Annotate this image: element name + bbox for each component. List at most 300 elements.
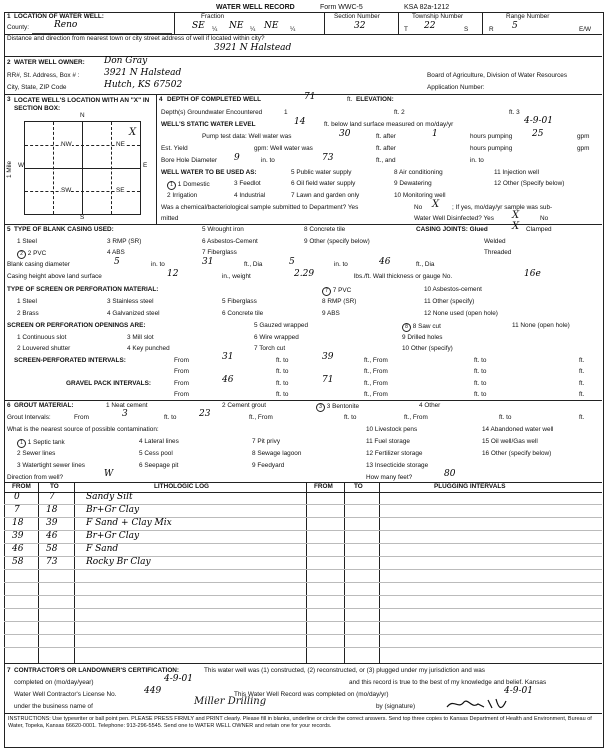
opening-option-4[interactable]: 4 Key punched (127, 345, 170, 352)
contamination-label: What is the nearest source of possible contamination: (7, 426, 159, 433)
ft-end-label: ft. (579, 414, 585, 421)
weight-label: in., weight (222, 273, 251, 280)
ft-to-label: ft. to (276, 368, 289, 375)
si-to-value: 39 (322, 352, 334, 362)
opening-option-11[interactable]: 11 None (open hole) (512, 322, 570, 329)
fraction-1: SE (192, 21, 205, 31)
opening-option-5[interactable]: 5 Gauzed wrapped (254, 322, 309, 329)
screen-option-label: 7 PVC (332, 287, 352, 294)
ft-to-label: ft. to (474, 357, 487, 364)
divider (4, 713, 602, 714)
ft-to-label: ft. to (276, 391, 289, 398)
cert-label: CONTRACTOR'S OR LANDOWNER'S CERTIFICATION: (14, 667, 180, 674)
row-desc: Br+Gr Clay (86, 531, 140, 541)
yield-gpm-label: gpm: Well water was (254, 145, 313, 152)
howmany-label: How many feet? (366, 474, 413, 481)
diameter-2-to: 46 (379, 257, 391, 267)
row-from: 7 (14, 505, 20, 515)
ft-to-label: ft. to (474, 368, 487, 375)
ft-from-label: ft., From (249, 414, 273, 421)
grid-line (25, 168, 140, 169)
divider (398, 12, 399, 34)
diameter-label: Blank casing diameter (7, 261, 70, 268)
grid-line (38, 482, 39, 663)
row-from: 0 (14, 492, 20, 502)
owner-heading: WATER WELL OWNER: (14, 59, 85, 66)
divider (4, 94, 602, 95)
joints-label: CASING JOINTS: Glued (416, 226, 488, 233)
cert-line1: This water well was (1) constructed, (2) reconstructed, or (3) plugged under my jurisdiction and was (204, 667, 485, 674)
row-from: 39 (12, 531, 24, 541)
direction-label: Direction from well? (7, 474, 64, 481)
ft-end-label: ft. (579, 391, 585, 398)
use-option-9[interactable]: 9 Dewatering (394, 180, 432, 187)
lbs-label: lbs./ft. Wall thickness or gauge No. (354, 273, 453, 280)
use-option-1[interactable] (167, 181, 210, 190)
divider (174, 12, 175, 34)
gpm-value: 25 (532, 129, 544, 139)
se-label: SE (116, 187, 125, 194)
grid-line (4, 504, 602, 505)
ft-to-label: ft. to (499, 414, 512, 421)
range-label: Range Number (506, 13, 550, 20)
in-to-label: in. to (470, 157, 484, 164)
range-prefix: R (489, 26, 494, 33)
section-number-value: 32 (354, 21, 366, 31)
use-option-10[interactable]: 10 Monitoring well (394, 192, 446, 199)
grout-option-3[interactable] (316, 403, 359, 412)
row-desc: Sandy Silt (86, 492, 133, 502)
township-label: Township Number (412, 13, 464, 20)
casing-option-label: 2 PVC (27, 250, 47, 257)
contamination-option-5[interactable]: 5 Cess pool (139, 450, 173, 457)
grout-label: GROUT MATERIAL: (14, 402, 74, 409)
divider (4, 663, 602, 664)
mile-label: 1 Mile (6, 160, 13, 178)
grid-line (74, 482, 75, 663)
ft-label: ft. (347, 96, 353, 103)
height-label: Casing height above land surface (7, 273, 102, 280)
section-4-number: 4 (159, 96, 163, 103)
row-to: 39 (46, 518, 58, 528)
from-label: From (174, 380, 189, 387)
township-prefix: T (404, 26, 408, 33)
row-desc: Br+Gr Clay (86, 505, 140, 515)
selected-circle-icon: 8 (402, 323, 411, 332)
row-to: 46 (46, 531, 58, 541)
chem-no-mark: X (432, 199, 440, 210)
record-completed-label: This Water Well Record was completed on (mo/day/yr) (234, 691, 389, 698)
contamination-option-16[interactable]: 16 Other (specify below) (482, 450, 552, 457)
grid-line (53, 122, 54, 214)
screen-option-2[interactable]: 2 Brass (17, 310, 39, 317)
pump-value: 30 (339, 129, 351, 139)
screen-option-3[interactable]: 3 Stainless steel (107, 298, 154, 305)
grid-line (306, 482, 307, 663)
ft-end-label: ft. (579, 368, 585, 375)
disinfected-no-label: No (540, 215, 549, 222)
grout-option-4[interactable]: 4 Other (419, 402, 441, 409)
fraction-3: NE (264, 21, 279, 31)
opening-option-3[interactable]: 3 Mill slot (127, 334, 154, 341)
completed-value: 4-9-01 (164, 674, 193, 684)
section-7-number: 7 (7, 667, 11, 674)
record-date-value: 4-9-01 (504, 686, 533, 696)
feet-value: 80 (444, 469, 456, 479)
ft-from-label: ft., From (364, 368, 388, 375)
screen-option-10[interactable]: 10 Asbestos-cement (424, 286, 482, 293)
casing-option-3[interactable]: 3 RMP (SR) (107, 238, 142, 245)
gw2-label: ft. 2 (394, 109, 405, 116)
grid-line (4, 608, 602, 609)
in-to-label: in. to (334, 261, 348, 268)
west-label: W (18, 162, 25, 169)
static-date: 4-9-01 (524, 116, 553, 126)
township-suffix: S (464, 26, 469, 33)
casing-option-6[interactable]: 6 Asbestos-Cement (202, 238, 258, 245)
casing-label: TYPE OF BLANK CASING USED: (14, 226, 114, 233)
opening-option-10[interactable]: 10 Other (specify) (402, 345, 453, 352)
row-from: 58 (12, 557, 24, 567)
use-option-4[interactable]: 4 Industrial (234, 192, 266, 199)
log-lith-header: LITHOLOGIC LOG (154, 483, 210, 490)
contamination-option-10[interactable]: 10 Livestock pens (366, 426, 418, 433)
from-label: From (174, 391, 189, 398)
opening-option-7[interactable]: 7 Torch cut (254, 345, 286, 352)
location-heading: LOCATION OF WATER WELL: (14, 13, 104, 20)
city-label: City, State, ZIP Code (7, 84, 67, 91)
log-to-header: TO (50, 483, 59, 490)
screen-option-7[interactable] (322, 287, 351, 296)
section-grid (24, 121, 141, 215)
owner-name: Don Gray (104, 56, 148, 66)
opening-option-9[interactable]: 9 Drilled holes (402, 334, 443, 341)
contamination-option-13[interactable]: 13 Insecticide storage (366, 462, 429, 469)
hours-label: hours pumping (470, 133, 513, 140)
gp-to-value: 71 (322, 375, 334, 385)
contamination-option-12[interactable]: 12 Fertilizer storage (366, 450, 423, 457)
license-label: Water Well Contractor's License No. (14, 691, 117, 698)
diameter-2: 5 (289, 257, 295, 267)
use-label: WELL WATER TO BE USED AS: (161, 169, 257, 176)
grout-option-1[interactable]: 1 Neat cement (106, 402, 148, 409)
contamination-option-15[interactable]: 15 Oil well/Gas well (482, 438, 538, 445)
threaded-label: Threaded (484, 249, 512, 256)
grout-option-2[interactable]: 2 Cement grout (222, 402, 267, 409)
chem-no-label: No (414, 204, 423, 211)
gauge-value: 16e (524, 269, 541, 279)
gw1-label: 1 (284, 109, 288, 116)
ksa-citation: KSA 82a-1212 (404, 4, 450, 11)
groundwater-label: Depth(s) Groundwater Encountered (161, 109, 263, 116)
use-option-12[interactable]: 12 Other (Specify below) (494, 180, 565, 187)
gw3-label: ft. 3 (509, 109, 520, 116)
by-label: by (signature) (376, 703, 416, 710)
grid-line (4, 543, 602, 544)
clamped-label: Clamped (526, 226, 552, 233)
contamination-option-4[interactable]: 4 Lateral lines (139, 438, 179, 445)
selected-circle-icon: 3 (316, 403, 325, 412)
plug-to-header: TO (354, 483, 363, 490)
ft-from-label: ft., From (364, 380, 388, 387)
disinfected-label: Water Well Disinfected? Yes (414, 215, 494, 222)
plug-from-header: FROM (314, 483, 333, 490)
screen-option-9[interactable]: 9 ABS (322, 310, 340, 317)
opening-option-label: 8 Saw cut (412, 323, 441, 330)
casing-option-7[interactable]: 7 Fiberglass (202, 249, 237, 256)
east-label: E (143, 162, 148, 169)
opening-option-6[interactable]: 6 Wire wrapped (254, 334, 299, 341)
city-value: Hutch, KS 67502 (104, 80, 183, 90)
row-desc: F Sand (86, 544, 119, 554)
row-to: 7 (49, 492, 55, 502)
range-value: 5 (512, 21, 518, 31)
section-6-number: 6 (7, 402, 11, 409)
ft-to-label: ft. to (276, 380, 289, 387)
board-label: Board of Agriculture, Division of Water Resources (427, 72, 568, 79)
grid-line (4, 621, 602, 622)
row-from: 18 (12, 518, 24, 528)
ft-from-label: ft., From (364, 391, 388, 398)
after-label: ft. after (376, 145, 396, 152)
divider (4, 482, 602, 483)
depth-value: 71 (304, 92, 316, 102)
grid-line (4, 556, 602, 557)
best-label: and this record is true to the best of my knowledge and belief. Kansas (349, 679, 547, 686)
from-label: From (174, 357, 189, 364)
quarter-mark: ¼ (212, 26, 218, 33)
ft-end-label: ft. (579, 380, 585, 387)
section-1-number: 1 (7, 13, 11, 20)
weight-value: 2.29 (294, 269, 315, 279)
ft-dia-label: ft., Dia (416, 261, 435, 268)
section-2-number: 2 (7, 59, 11, 66)
after-label: ft. after (376, 133, 396, 140)
grout-intervals-label: Grout Intervals: (7, 414, 51, 421)
selected-circle-icon: 2 (17, 250, 26, 259)
township-value: 22 (424, 21, 436, 31)
screen-option-11[interactable]: 11 Other (specify) (424, 298, 475, 305)
water-well-record-form (4, 3, 604, 748)
ft-from-label: ft., From (364, 357, 388, 364)
casing-option-2[interactable] (17, 250, 46, 259)
grout-option-label: 3 Bentonite (326, 403, 360, 410)
ft-and-label: ft., and (376, 157, 396, 164)
in-to-label: in. to (151, 261, 165, 268)
completed-label: completed on (mo/day/year) (14, 679, 94, 686)
form-title: WATER WELL RECORD (216, 4, 295, 11)
use-option-2[interactable]: 2 Irrigation (167, 192, 198, 199)
contamination-option-2[interactable]: 2 Sewer lines (17, 450, 56, 457)
hours-label: hours pumping (470, 145, 513, 152)
contamination-option-8[interactable]: 8 Sewage lagoon (252, 450, 302, 457)
screen-option-12[interactable]: 12 None used (open hole) (424, 310, 498, 317)
ft-to-label: ft. to (474, 391, 487, 398)
glued-mark: X (512, 221, 520, 232)
application-label: Application Number: (427, 84, 485, 91)
row-from: 46 (12, 544, 24, 554)
direction-value: W (104, 469, 114, 479)
ft-dia-label: ft., Dia (244, 261, 263, 268)
row-desc: Rocky Br Clay (86, 557, 151, 567)
quarter-mark: ¼ (290, 26, 296, 33)
contamination-option-3[interactable]: 3 Watertight sewer lines (17, 462, 85, 469)
grid-line (379, 482, 380, 663)
welded-label: Welded (484, 238, 506, 245)
ft-to-label: ft. to (164, 414, 177, 421)
screen-option-4[interactable]: 4 Galvanized steel (107, 310, 160, 317)
use-option-3[interactable]: 3 Feedlot (234, 180, 261, 187)
form-number: Form WWC-5 (320, 4, 363, 11)
grid-line (111, 122, 112, 214)
contamination-option-1[interactable] (17, 439, 65, 448)
si-from-value: 31 (222, 352, 234, 362)
divider (4, 400, 602, 401)
street-label: RR#, St. Address, Box # : (7, 72, 80, 79)
contamination-option-9[interactable]: 9 Feedyard (252, 462, 285, 469)
county-value: Reno (54, 20, 78, 30)
gp-from-value: 46 (222, 375, 234, 385)
selected-circle-icon: 1 (17, 439, 26, 448)
use-option-11[interactable]: 11 Injection well (494, 169, 539, 176)
ft-to-label: ft. to (276, 357, 289, 364)
grid-line (4, 634, 602, 635)
row-to: 73 (46, 557, 58, 567)
well-location-mark: X (129, 127, 137, 138)
ft-to-label: ft. to (474, 380, 487, 387)
opening-option-1[interactable]: 1 Continuous slot (17, 334, 67, 341)
submitted-label: mitted (161, 215, 179, 222)
screen-option-5[interactable]: 5 Fiberglass (222, 298, 257, 305)
casing-option-9[interactable]: 9 Other (specify below) (304, 238, 370, 245)
diameter-1: 5 (114, 257, 120, 267)
north-label: N (80, 112, 85, 119)
grid-line (344, 482, 345, 663)
distance-label: Distance and direction from nearest town or city street address of well if located within city? (7, 35, 265, 42)
selected-circle-icon: 7 (322, 287, 331, 296)
screen-option-6[interactable]: 6 Concrete tile (222, 310, 264, 317)
from-label: From (74, 414, 89, 421)
fraction-label: Fraction (201, 13, 225, 20)
depth-label: DEPTH OF COMPLETED WELL (167, 96, 262, 103)
contamination-option-11[interactable]: 11 Fuel storage (366, 438, 410, 445)
use-option-5[interactable]: 5 Public water supply (291, 169, 352, 176)
grout-to-value: 23 (199, 409, 211, 419)
selected-circle-icon: 1 (167, 181, 176, 190)
yield-label: Est. Yield (161, 145, 188, 152)
use-option-7[interactable]: 7 Lawn and garden only (291, 192, 360, 199)
row-desc: F Sand + Clay Mix (86, 518, 172, 528)
ft-to-label: ft. to (344, 414, 357, 421)
quarter-mark: ¼ (250, 26, 256, 33)
gravel-label: GRAVEL PACK INTERVALS: (66, 380, 151, 387)
nw-label: NW (61, 141, 72, 148)
business-value: Miller Drilling (194, 696, 267, 707)
grid-line (4, 582, 602, 583)
divider (324, 12, 325, 34)
chem-rest: ; If yes, mo/day/yr sample was sub- (452, 204, 553, 211)
contamination-option-14[interactable]: 14 Abandoned water well (482, 426, 554, 433)
casing-option-5[interactable]: 5 Wrought iron (202, 226, 244, 233)
intervals-label: SCREEN-PERFORATED INTERVALS: (14, 357, 126, 364)
casing-option-1[interactable]: 1 Steel (17, 238, 37, 245)
grid-line (4, 569, 602, 570)
instructions-text: INSTRUCTIONS: Use typewriter or ball point pen. PLEASE PRESS FIRMLY and PRINT clearly. Please fill in blanks, underline or circle the correct answers. Send top three copies to Kansas Department of Health and Environment, Bureau of Water, Topeka, Kansas 66620-0001. Telephone: 913-296-5545. Send one to WATER WELL OWNER and retain one for your records. (8, 716, 592, 729)
fraction-2: NE (229, 21, 244, 31)
bore-to-label: in. to (261, 157, 275, 164)
use-option-label: 1 Domestic (177, 181, 210, 188)
gpm-label: gpm (577, 133, 590, 140)
casing-option-4[interactable]: 4 ABS (107, 249, 125, 256)
after-value: 1 (432, 129, 438, 139)
ft-from-label: ft., From (404, 414, 428, 421)
range-suffix: E/W (579, 26, 592, 33)
chem-question: Was a chemical/bacteriological sample submitted to Department? Yes (161, 204, 359, 211)
pump-label: Pump test data: Well water was (202, 133, 292, 140)
static-label: WELL'S STATIC WATER LEVEL (161, 121, 256, 128)
street-value: 3921 N Halstead (104, 68, 182, 78)
divider (156, 94, 157, 224)
screen-option-8[interactable]: 8 RMP (SR) (322, 298, 357, 305)
section-5-number: 5 (7, 226, 11, 233)
bore-value: 9 (234, 153, 240, 163)
static-value: 14 (294, 117, 306, 127)
bore-depth-value: 73 (322, 153, 334, 163)
from-label: From (174, 368, 189, 375)
screen-label: TYPE OF SCREEN OR PERFORATION MATERIAL: (7, 286, 159, 293)
section-number-label: Section Number (334, 13, 380, 20)
openings-label: SCREEN OR PERFORATION OPENINGS ARE: (7, 322, 146, 329)
contamination-option-label: 1 Septic tank (27, 439, 65, 446)
gpm-label: gpm (577, 145, 590, 152)
signature-image (444, 696, 514, 712)
contamination-option-7[interactable]: 7 Pit privy (252, 438, 281, 445)
use-option-6[interactable]: 6 Oil field water supply (291, 180, 356, 187)
locate-heading: LOCATE WELL'S LOCATION WITH AN "X" IN SECTION BOX: (14, 97, 150, 112)
opening-option-8[interactable] (402, 323, 441, 332)
static-rest: ft. below land surface measured on mo/day/yr (324, 121, 454, 128)
use-option-8[interactable]: 8 Air conditioning (394, 169, 443, 176)
casing-option-8[interactable]: 8 Concrete tile (304, 226, 346, 233)
section-3-number: 3 (7, 96, 11, 103)
diameter-1-to: 31 (202, 257, 214, 267)
ne-label: NE (116, 141, 125, 148)
grout-from-value: 3 (122, 409, 128, 419)
screen-option-1[interactable]: 1 Steel (17, 298, 37, 305)
contamination-option-6[interactable]: 6 Seepage pit (139, 462, 179, 469)
grid-line (4, 647, 602, 648)
plug-header: PLUGGING INTERVALS (434, 483, 506, 490)
grid-line (4, 530, 602, 531)
bore-label: Bore Hole Diameter (161, 157, 218, 164)
license-value: 449 (144, 686, 162, 696)
opening-option-2[interactable]: 2 Louvered shutter (17, 345, 71, 352)
log-from-header: FROM (12, 483, 31, 490)
height-value: 12 (167, 269, 179, 279)
grid-line (4, 517, 602, 518)
business-label: under the business name of (14, 703, 93, 710)
elevation-label: ELEVATION: (356, 96, 394, 103)
row-to: 58 (46, 544, 58, 554)
divider (482, 12, 483, 34)
divider (4, 56, 602, 57)
disinfected-mark: X (512, 210, 520, 221)
distance-value: 3921 N Halstead (214, 43, 292, 53)
row-to: 18 (46, 505, 58, 515)
sw-label: SW (61, 187, 72, 194)
south-label: S (80, 214, 85, 221)
county-label: County: (7, 24, 30, 31)
